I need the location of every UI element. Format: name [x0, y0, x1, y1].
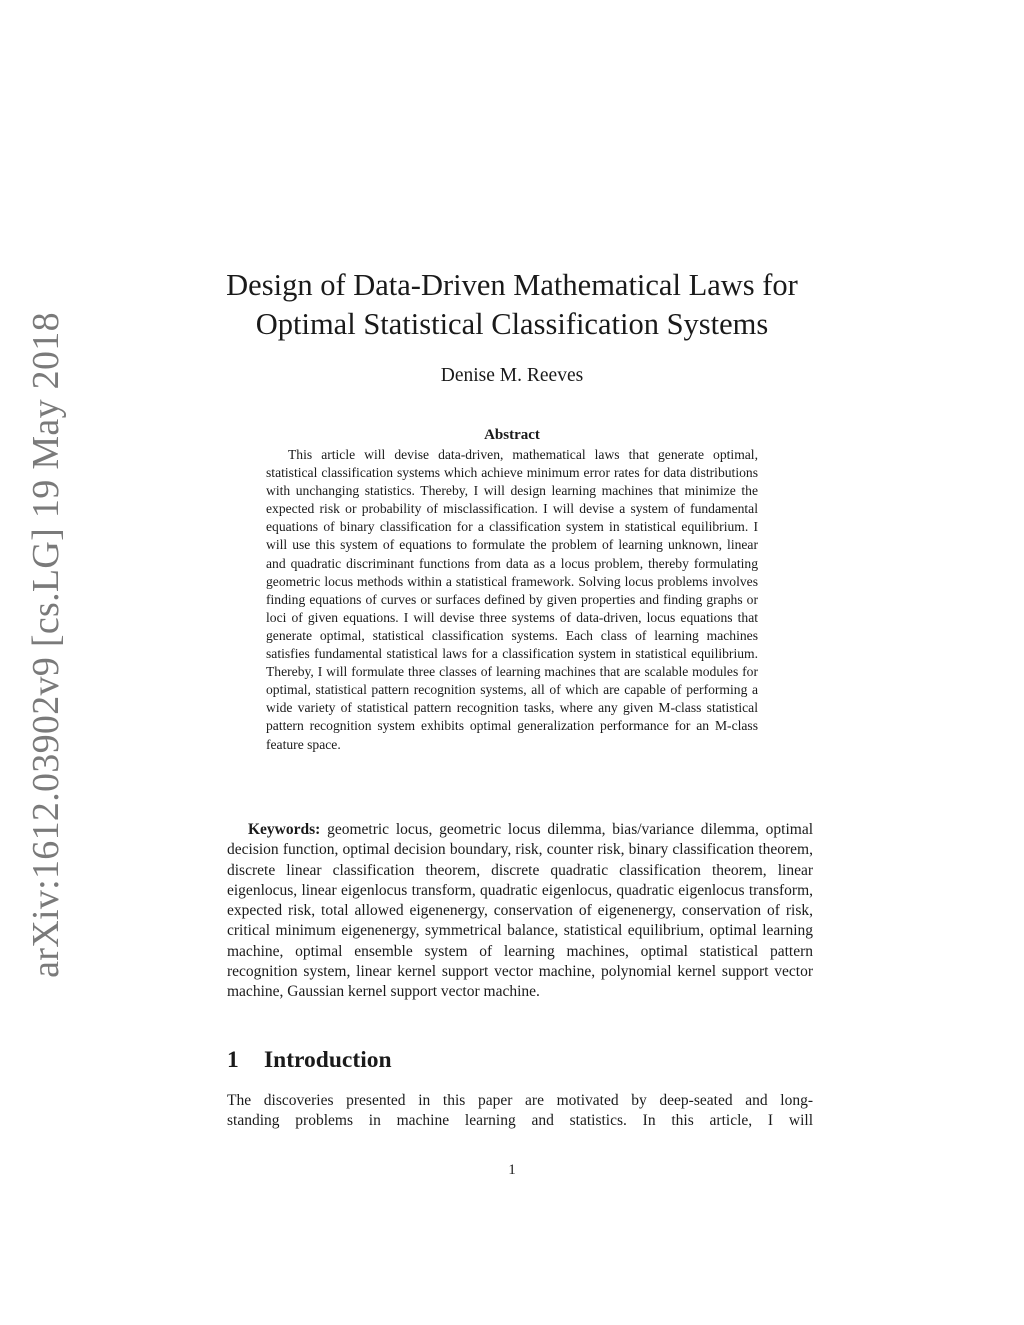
section-heading-introduction: [227, 1045, 813, 1075]
keywords-list: geometric locus, geometric locus dilemma, bias/variance dilemma, optimal decision function, optimal decision boundary, risk, counter risk, binary classification theorem, discrete linear classification theorem, discrete quadratic classification theorem, linear eigenlocus, linear eigenlocus transform, quadratic eigenlocus, quadratic eigenlocus transform, expected risk, total allowed eigenenergy, conservation of eigenenergy, conservation of risk, critical minimum eigenenergy, symmetrical balance, statistical equilibrium, optimal learning machine, optimal ensemble system of learning machines, optimal statistical pattern recognition system, linear kernel support vector machine, polynomial kernel support vector machine, Gaussian kernel support vector machine.: [227, 821, 813, 1001]
paper-title: [190, 266, 834, 344]
intro-line-2: standing problems in machine learning and statistics. In this article, I will: [227, 1112, 813, 1130]
page-number: 1: [508, 1162, 516, 1178]
section-number: 1: [227, 1047, 239, 1073]
section-title: Introduction: [264, 1047, 392, 1073]
intro-line-1: The discoveries presented in this paper are motivated by deep-seated and long-: [227, 1092, 813, 1109]
title-line-2: Optimal Statistical Classification Systems: [255, 307, 769, 341]
arxiv-identifier-stamp: arXiv:1612.03902v9 [cs.LG] 19 May 2018: [25, 312, 67, 978]
abstract-heading: Abstract: [484, 427, 540, 443]
introduction-text: [227, 1091, 813, 1132]
keywords-paragraph: [227, 820, 813, 1003]
keywords-label: Keywords:: [248, 821, 321, 838]
author-name: Denise M. Reeves: [440, 365, 584, 386]
abstract-text: This article will devise data-driven, mathematical laws that generate optimal, statistical classification systems which achieve minimum error rates for data distributions with unchanging statistics. Thereby, I will design learning machines that minimize the expected risk or probability of misclassification. I will devise a system of fundamental equations of binary classification for a classification system in statistical equilibrium. I will use this system of equations to formulate the problem of learning unknown, linear and quadratic discriminant functions from data as a locus problem, thereby formulating geometric locus methods within a statistical framework. Solving locus problems involves finding equations of curves or surfaces defined by given properties and finding graphs or loci of given equations. I will devise three systems of data-driven, locus equations that generate optimal, statistical classification systems. Each class of learning machines satisfies fundamental statistical laws for a classification system in statistical equilibrium. Thereby, I will formulate three classes of learning machines that are scalable modules for optimal, statistical pattern recognition systems, all of which are capable of performing a wide variety of statistical pattern recognition tasks, where any given M-class statistical pattern recognition system exhibits optimal generalization performance for an M-class feature space.: [266, 447, 758, 752]
title-line-1: Design of Data-Driven Mathematical Laws for: [226, 268, 798, 302]
